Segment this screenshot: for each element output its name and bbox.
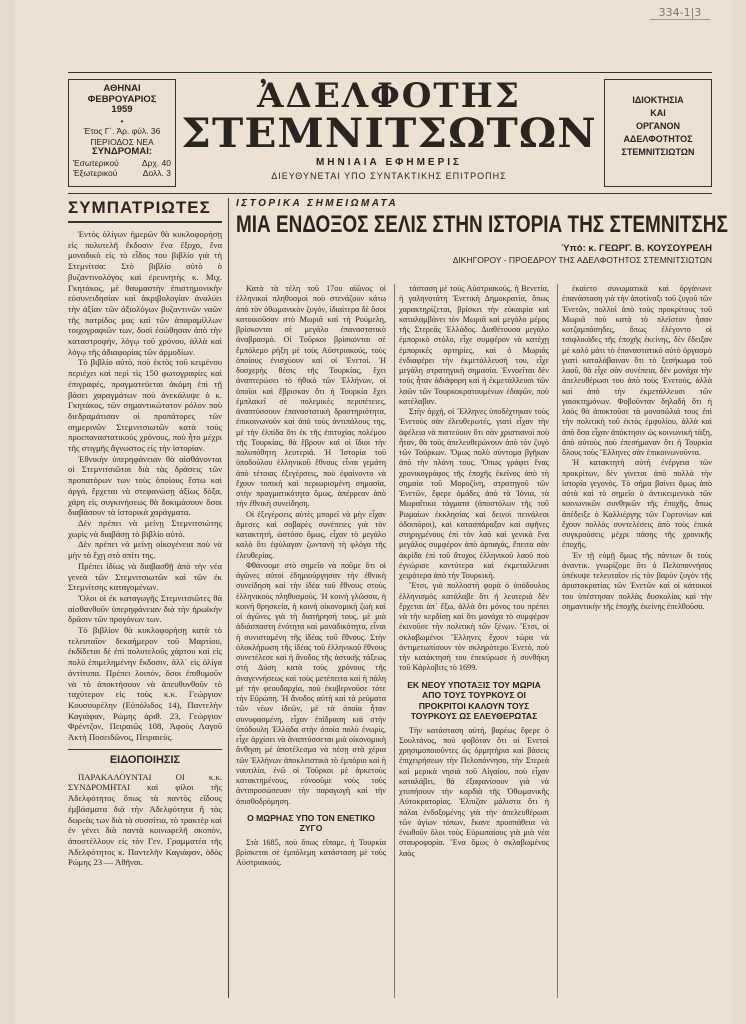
subtitle: ΜΗΝΙΑΙΑ ΕΦΗΜΕΡΙΣ [315, 157, 463, 168]
paragraph: Στὴν ἀρχή, οἱ Ἕλληνες ὑποδέχτηκαν τοὺς Ἐνετοὺς σὰν ἐλευθερωτές, γιατὶ εἶχαν τὴν ἀφέλεια νὰ πιστεύουν ὅτι σὰν χριστιανοὶ ποὺ ἦταν, θὰ τοὺς ἀπελευθερώνουν ἀπὸ τὸν ζυγὸ τῶν Τούρκων. Ὅμως πολὺ σύντομα βγῆκαν ἀπὸ τὴν πλάνη τους. Ὅπως γράφει ἕνας χρονικογράφος τῆς ἐποχῆς ἐκεῖνος ἀπὸ τὴ σημαία τοῦ Μοροζίνη, στρατηγοῦ τῶν Ἐνετῶν, ἔφερε ὁμάδες ἀπὸ τὰ Ἰόνια, τὰ Μωραΐτικα τάγματα (ἀποστόλων τῆς τοῦ Ρωμαίων ἐκκλησίας καὶ δεινοὶ πεινάλεοι ὀδοιπόροι), καὶ κατασπάραξαν καὶ σφῆνες στηριγμένους ἐπὶ τὸν λαὸ καὶ γενικὰ ἕνα μεγάλος συμφέρον ἀπὸ ἁρπαγάς, ἔπειτα σὰν ἀκρίδα ἐπὶ τοῦ ἄτυχος ἑλληνικοῦ λαοῦ ποὺ ἐγνώρισε κοντύτερα καὶ ἐκμεταλλευσι χειρότερα ἀπὸ τὴν Τουρκική. [399, 407, 549, 580]
period: ΠΕΡΙΟΔΟΣ ΝΕΑ [90, 136, 154, 147]
title-line-2: ΣΤΕΜΝΙΤΣΩΤΩΝ [181, 110, 597, 157]
ownership-line-1: ΙΔΙΟΚΤΗΣΙΑ [632, 95, 684, 105]
issue-number: Έτος Γ΄. Άρ. φύλ. 36 [83, 126, 161, 136]
subscriptions-label: ΣΥΝΔΡΟΜΑΙ: [91, 146, 153, 157]
left-column-heading: ΣΥΜΠΑΤΡΙΩΤΕΣ [68, 198, 222, 223]
year: 1959 [111, 104, 133, 115]
issue-info-box [68, 79, 176, 187]
notice-heading: ΕΙΔΟΠΟΙΗΣΙΣ [68, 749, 222, 766]
ownership-line-3: ΟΡΓΑΝΟΝ [636, 121, 680, 131]
paragraph: τάσταση μὲ τοὺς Αὐστριακούς, ἡ Βενετία, ἡ γαληνοτάτη Ἐνετικὴ Δημοκρατία, ὅπως χαρακτηρίζεται, βρίσκει τὴν εὐκαιρία καὶ καταλαμβάνει τὸν Μωριᾶ καὶ μεγάλο μέρος τῆς Στερεᾶς Ἑλλάδος. Διαθέτουσα μεγάλο ἐμπορικὸ στόλο, εἶχε συμφέρον νὰ κατέχῃ ἐμπορικὲς αρτηρίες, καὶ ὁ Μωριᾶς ἐνδιαφέρει τὴν ἐκμετάλλευσή του, εἶχε μεγάλη στρατηγικὴ σημασία. Ἐννοεῖται δὲν τοὺς ἦταν ἀδιάφορη καὶ ἡ ἐκμετάλλευσι τῶν λαῶν τῶν Τουρκοκρατουμένων ἐδαφῶν, ποὺ κατέλαβαν. [399, 284, 549, 406]
month: ΦΕΒΡΟΥΑΡΙΟΣ [87, 93, 157, 105]
paragraph: Ὅλοι οἱ ἐκ καταγωγῆς Στεμνιτσιῶτες θὰ αἰσθανθοῦν ὑπερηφάνειαν διὰ τὴν ἡρωϊκὴν δρᾶσιν τῶν προγόνων των. [68, 592, 222, 625]
title-line-1: ἈΔΕΛΦΟΤΗΣ [257, 76, 521, 116]
byline-name: κ. ΓΕΩΡΓ. Β. ΚΟΥΣΟΥΡΕΛΗ [588, 243, 712, 254]
paragraph: Κατὰ τὰ τέλη τοῦ 17ου αἰῶνος οἱ ἑλληνικοὶ πληθυσμοὶ ποὺ στενάζουν κάτω ἀπὸ τὸν ὀθωμανικὸν ζυγόν, ἰδιαίτερα δὲ ὅσοι κατοικοῦσαν στὸ Μωριᾶ καὶ τὴ Ρούμελη, βρίσκονται σὲ μεγάλο ἐπαναστατικὸ ἀναβρασμό. Οἱ Τοῦρκοι βρίσκονται σὲ ἔμπόλεμο ρήξη μὲ τοὺς Αὐστριακούς, τοὺς ὁποίους ἐνισχύουν καὶ οἱ Ἐνετοί. Ἡ δυσχερὴς θέσις τῆς Τουρκίας, ἔχει ἀναπτερώσει τὸ ἠθικὸ τῶν Ἑλλήνων, οἱ ὁποῖοι καὶ ἔβρισκαν ὅτι ἡ Τουρκία ἔχει ἐμπλακεῖ σὲ πολεμικὲς περιπέτειες, ἀναπτύσσουν ἐπαναστατικὴ δραστηριότητα, ἐπικοινωνοῦν καὶ ἀπὸ τοὺς ἀντιπάλους της, μὲ τὴν ἐλπίδα ὅτι ἐκ τῆς ἐπιτυχίας πολέμου τῆς Τουρκίας, θὰ ἔβρουν καὶ οἱ ἴδιοι τὴν πολυπόθητη λευτεριά. Ἡ Ἱστορία τοῦ ὑποδούλου ἑλληνικοῦ ἔθνους εἶναι γεμάτη ἀπὸ τέτοιας ἐξεγέρσεις, ποὺ ἐφαίνοντο νὰ ἔχουν τοπικὴ καὶ περιωρισμένη σημασία, στὴν πραγματικότητα ὅμως, ἀπέρρεαν ἀπὸ τὴν ἐθνικὴ συνείδηση. [236, 284, 386, 509]
domestic-price: Δρχ. 40 [141, 157, 171, 168]
main-article [236, 198, 728, 998]
paragraph: Πρέπει ἰδίως νὰ διαβασθῇ ἀπὸ τὴν νέα γενεὰ τῶν Στεμνιτσιωτῶν καὶ τῶν ἐκ Στεμνίτσης καταγομένων. [68, 560, 222, 593]
article-column-2 [394, 284, 549, 998]
article-kicker: ΙΣΤΟΡΙΚΑ ΣΗΜΕΙΩΜΑΤΑ [236, 198, 399, 209]
byline-role: ΔΙΚΗΓΟΡΟΥ - ΠΡΟΕΔΡΟΥ ΤΗΣ ΑΔΕΛΦΟΤΗΤΟΣ ΣΤΕΜΝΙΤΣΙΩΤΩΝ [452, 255, 712, 265]
paragraph: Τὸ βιβλίον θὰ κυκλοφορήσῃ κατὰ τὸ τελευταῖον δεκαήμερον τοῦ Μαρτίου, ἐκδίδεται δὲ ἐπὶ πολυτελοῦς χάρτου καὶ εἰς πολὺ ἐπιμελημένην ἔκδοσιν, ἀλλ᾽ εἰς ὀλίγα ἀντίτυπα. Πρέπει λοιπόν, ὅσοι ἐπιθυμοῦν νὰ τὸ ἀποκτήσουν νὰ ἀπευθυνθοῦν τὸ ταχύτερον εἰς τοὺς κ.κ. Γεώργιον Κουσουρέλην (Εὐπόλιδος 14), Παντελὴν Καγιάφαν, Ρώμης ἀριθ. 23, Γεώργιον Φρέντζον, Πειραιῶς 108, Ἀφοὺς Λαγοῦ Ἀκτὴ Ποσειδῶνος, Πειραιεὺς. [68, 625, 222, 743]
foreign-price: Δολλ. 3 [142, 168, 171, 178]
city: ΑΘΗΝΑΙ [103, 83, 141, 94]
paragraph: Φθάνουμε στὸ σημεῖο νὰ ποῦμε ὅτι οἱ ἀγῶνες αὐτοὶ ἐδημιούργησαν τὴν ἐθνικὴ συνείδηση καὶ τὴν ἰδέα τοῦ ἔθνους στοὺς ἑλληνικοὺς πληθυσμούς. Ἡ κοινὴ γλῶσσα, ἡ κοινὴ θρησκεία, ἡ κοινὴ οἰκονομικὴ ζωὴ καὶ οἱ ἀγῶνες γιὰ τὴ διατήρησή τους, μὲ μιὰ ἀδιάσπαστη ἑνότητα καὶ μοναδικότητα, εἶναι ἡ συνισταμένη τῆς ἰδέας τοῦ ἔθνους. Στὴν ὀλοκλήρωση τῆς ἰδέας τοῦ ἑλληνικοῦ ἔθνους συνετέλεσε καὶ ἡ ἄνοδος τῆς ἀστικῆς τάξεως στὴ Δύση κατὰ τοὺς χρόνους τῆς ἀναγεννήσεως καὶ τοὺς μετέπειτα καὶ ἡ πάλη μὲ τὴν φεουδαρχία, ποὺ ἐκυβερνοῦσε τότε τὴν Εὐρώπη. Ἡ ἄνοδος αὐτὴ καὶ τὰ ρεύματα τῶν νέων ἰδεῶν, μὲ τὰ ὁποῖα ἦταν συνυφασμένη, εἶχαν ἐπίδραση καὶ στὴν ὑπόδουλη Ἑλλάδα στὴν ὁποία πολὺ ἐνωρὶς, εἶχε ἀρχίσει νὰ ἀναπτύσσεται μιὰ οἰκονομικὴ ἄνθηση μὲ ἀποτέλεσμα νὰ πέσῃ στὰ χέρια τῶν Ἑλλήνων ἀποκλειστικὰ τὸ ἐμπόριο καὶ ἡ ναυτιλία, ἐνῶ οἱ Τοῦρκοι μὲ ἀρκετοὺς κατακτημένους, εὐνοοῦμε νοὺς τοὺς ἀντιπροσώπευαν τὴν παραγωγὴ καὶ τὴν ὀπισθοδρόμηση. [236, 560, 386, 806]
article-column-1 [236, 284, 386, 998]
ownership-line-5: ΣΤΕΜΝΙΤΣΙΩΤΩΝ [621, 147, 695, 157]
paragraph: ΠΑΡΑΚΑΛΟΥΝΤΑΙ ΟΙ κ.κ. ΣΥΝΔΡΟΜΗΤΑΙ καὶ φίλοι τῆς Ἀδελφότητος ὅπως τὰ παντὸς εἴδους ἐμβάσματα διὰ τὴν Ἀδελφότητα ἢ τὰς δωρεὰς των διὰ τὰ συσσίτια, τὸ τρακτὲρ καὶ ἐν γένει διὰ παντὰ κοινωφελῆ σκοπόν, ἀποστέλλουν εἰς τὸν Γεν. Γραμματέα τῆς Ἀδελφότητος κ. Παντελῆν Καγιάφαν, ὁδὸς Ρώμης 23 — Ἀθῆναι. [68, 771, 222, 868]
paragraph: Ἔτσι, γιὰ πολλοστὴ φορὰ ὁ ὑπόδουλος ἑλληνισμὸς κατάλαβε ὅτι ἡ λευτεριὰ δὲν ἔρχεται ἀπ᾽ ἔξω, ἀλλὰ ὅτι μόνος του πρέπει νὰ τὴν κερδίσῃ καὶ ὅτι μονάχα τὸ συμφέρον ἐκινοῦσε τὴν πολιτικὴ τῶν ξένων. Ἔτσι, οἱ σκλαβωμένοι Ἕλληνες ἔχουν τώρα νὰ ἀντιμετωπίσουν τὸν σκληρότερο Ἐνετό, ποὺ τὴν κατάκτησή του ἐπεκύρωσε ἡ συνθήκη τοῦ Κάρλοβιτς τὸ 1699. [399, 581, 549, 673]
bullet: • [120, 115, 124, 126]
byline [236, 243, 712, 265]
paragraph: Έντὸς ὀλίγων ἡμερῶν θὰ κυκλοφορήσῃ εἰς πολυτελῆ ἔκδοσιν ἕνα ἔξοχο, ἕνα μοναδικὸ εἰς τὸ εἶδος του βιβλίο γιὰ τὴ Στεμνίτσα: Στὸ βιβλίο αὐτὸ ὁ βυζαντινολόγος καὶ ἐρευνητὴς κ. Μιχ. Γκητάκος, μὲ θαυμαστὴν ἐπιστημονικὴν εὐσυνειδησίαν καὶ ἀκριβολογίαν ἀναλύει τὴν ἀξίαν τῶν ἀξιολόγων βυζαντινῶν ναῶν τῆς πατρίδος μας καὶ τῶν ἀπαραμίλλων τοιχογραφιῶν των, δοσὶ ἐσώθησαν ἀπὸ τὴν καταστροφήν, λόγῳ τοῦ χρόνου, ἀλλὰ καὶ λόγῳ τῆς ἀδιαφορίας τῶν ἁρμοδίων. [68, 229, 222, 357]
paragraph: Στὰ 1685, ποὺ ὅπως εἴπαμε, ἡ Τουρκία βρίσκεται σὲ ἐμπόλεμη κατάσταση μὲ τοὺς Αὐστριακούς. [236, 837, 386, 868]
paragraph: Δὲν πρέπει νὰ μείνῃ οἰκογένεια ποὺ νὰ μὴν τὸ ἔχῃ στὸ σπίτι της. [68, 539, 222, 561]
section-subhead: ΕΚ ΝΕΟΥ ΥΠΟΤΑΞΙΣ ΤΟΥ ΜΩΡΙΑ ΑΠΟ ΤΟΥΣ ΤΟΥΡΚΟΥΣ ΟΙ ΠΡΟΚΡΙΤΟΙ ΚΑΛΟΥΝ ΤΟΥΣ ΤΟΥΡΚΟΥΣ ΩΣ ΕΛΕΥΘΕΡΩΤΑΣ [407, 679, 541, 721]
masthead [68, 72, 712, 194]
article-column-3 [557, 284, 712, 998]
ownership-line-4: ΑΔΕΛΦΟΤΗΤΟΣ [623, 134, 693, 144]
section-subhead: Ο ΜΩΡΗΑΣ ΥΠΟ ΤΟΝ ΕΝΕΤΙΚΟ ΖΥΓΟ [247, 812, 375, 834]
article-columns [236, 284, 712, 998]
paragraph: Ἐν τῇ εὐμῇ ὅμως τῆς πάντων δι τοὺς ἀναντικ. γνωρίζομε ὅτι ὁ Πελοποννήσος ὑπέκυψε τελευταῖον εἰς τὸν βαρὺν ζυγὸν τῆς ἀριστοκρατίας τῶν Ἐνετῶν καὶ οἱ κάτοικοί του ὑπέστησαν πολλὰς δυσκολίας καὶ τὴν σημαντικὴν τῆς ἐποχῆς ἐκείνης ἐπελθοῦσα. [562, 550, 712, 611]
paragraph: Δὲν πρέπει νὰ μείνῃ Στεμνιτσιώτης χωρὶς νὰ διαβάσῃ τὸ βιβλίο αὐτό. [68, 517, 222, 539]
catalog-number: 334-1|3 [650, 6, 710, 20]
paragraph: Οἱ ἐξεγέρσεις αὐτὲς μπορεῖ νὰ μὴν εἶχαν ἄμεσες καὶ σοβαρὲς συνέπειες γιὰ τὸν κατακτητή, ὡστόσο ὅμως, εἶχαν τὸ μεγάλο καλὸ ὅτι ἐφύλαγαν ζωντανὴ τὴ φλόγα τῆς ἐλευθερίας. [236, 509, 386, 560]
left-column-body [68, 229, 228, 743]
article-headline: ΜΙΑ ΕΝΔΟΞΟΣ ΣΕΛΙΣ ΣΤΗΝ ΙΣΤΟΡΙΑ ΤΗΣ ΣΤΕΜΝΙΤΣΗΣ [236, 211, 728, 238]
paragraph: ἐκαίετο συνωματικὰ καὶ ὀργάνωνε ἐπανάσταση γιὰ τὴν ἀποτίναξι τοῦ ζυγοῦ τῶν Ἐνετῶν, πολλοὶ ἀπὸ τοὺς προκρίτους τοῦ Μωριᾶ ποὺ κατὰ τὸ πλεῖστον ἦσαν κοτζαμπάσηδες, ὅπως ἐλέγοντο οἱ τσιφλικάδες τῆς ἐποχῆς ἐκείνης, δὲν ἔδειξαν μὲ καλὸ μάτι τὸ ἐπαναστατικὸ αὐτὸ ὀργασμὸ γιατὶ καταλάβαιναν ὅτι τὸ ξεσήκωμα τοῦ λαοῦ, θὰ εἶχε σὰν συνέπεια, δὲν μονάχα τὴν ἀπελευθέρωσι του ἀπὸ τοὺς Ἐνετούς, ἀλλὰ καὶ ἀπὸ τὴν ἐκμετάλλευσι τῶν γαιοκτημόνων. Φοβοῦνταν δηλαδὴ ὅτι ἡ λαὸς θὰ ἀποκτοῦσε τὰ μονοπώλιά τους ἐπὶ τὴν πολιτικὴ τοῦ ἐκτὸς ἐμφυλίου, ἀλλὰ καὶ ἀπὸ ὅσα εἶχαν ἀπόκτησιν ὡς κοινωνικὴ τάξη, ἀπὸ αὐτοὺς ποὺ ἐπεσήμαναν ὅτι ἡ Τουρκία ὅλους τοὺς Ἕλληνες σὰν ἐπικοινωνοῦντα. [562, 284, 712, 457]
paragraph: Τὴν κατάσταση αὐτή, βαρέως ἔφερε ὁ Σουλτάνος, ποὺ φοβόταν ὅτι οἱ Ἐνετοὶ χρησιμοποιοῦντες ὡς ὁρμητήρια καὶ βάσεις ἐπιχειρήσεων τὴν Πελοπόννησο, τὴν Στερεὰ καὶ μερικὰ νησιὰ τοῦ Αἰγαίου, ποὺ εἶχαν καταλάβει, θὰ ἐξαφανίσουν γιὰ νὰ χτυπήσουν τὴν καρδιὰ τῆς Ὀθωμανικῆς Αὐτοκρατορίας. Ἐλπιζαν μάλιστα ὅτι ἡ πάλαι ἐνδοξομένης γιὰ τὴν ἀπελευθέρωσι τῶν ἁγίων τόπων, ἔκανε προσπάθεια νὰ ἐνωθοῦν ὅλοι τοὺς Εὐρωπαίους γιὰ μιὰ νέα σταυροφορία. Ἕνα ὅμως ὁ σκλαβωμένος λαὸς [399, 725, 549, 858]
foreign-label: Έξωτερικού [73, 168, 118, 178]
byline-prefix: Ὑπό: [561, 243, 586, 254]
ownership-line-2: ΚΑΙ [650, 108, 666, 118]
ownership-box [604, 79, 712, 187]
newspaper-page [14, 0, 732, 1024]
newspaper-title-block [181, 73, 597, 193]
paragraph: Τὸ βιβλίο αὐτὸ, ποὺ ἐκτὸς τοῦ κειμένου περιέχει καὶ περὶ τὶς 150 φωτογραφίες καὶ ἐπιγραφές, πραγματεύεται ἀκόμη ἐπὶ τῇ βάσει χαραγμάτων ποὺ ἀνεκάλυψε ὁ κ. Γκητάκος, τῶν σημαντικώτατον ρόλον ποὺ διεδραμάτισαν οἱ προπάτορες τῶν σημερινῶν Στεμνιτσιωτῶν κατὰ τοὺς προεπαναστατικοὺς χρόνους, ποὺ ἦτο μέχρι τῆς στιγμῆς ἄγνωστος εἰς τὴν ἱστορίαν. [68, 357, 222, 454]
left-column [68, 198, 229, 998]
paragraph: Ἐθνικὴν ὑπερηφάνειαν θὰ αἰσθάνονται οἱ Στεμνιτσιῶται διὰ τὰς δράσεις τῶν προπατόρων των τοὺς ὁποίους ἔστω καὶ ἀργά, ἔρχεται νὰ στεφανώσῃ ἀξίως δόξα, χάρη εἰς συγκινήσεως θὰ δοκιμάσουν ὅσοι διαβάσουν τὰ ἱστορικὰ χαράγματα. [68, 453, 222, 518]
byline-name-line [236, 243, 712, 254]
domestic-label: Έσωτερικού [73, 157, 119, 168]
domestic-price-row [69, 158, 175, 169]
paragraph: Ἡ κατακτητὴ αὐτὴ ἐνέργεια τῶν προκρίτων, δὲν γίνεται ἀπὸ πολλὰ τὴν ἱστορία γεγονὸς. Τὸ σήμα βαίνει ὅμως ἀπὸ αὐτὰ καὶ τὸ σημεῖο ὁ ἀντικειμενικὰ τῶν κοινωνικῶν συνθηκῶν τῆς ἐποχῆς, ὅπως ἀπέδειξε ὁ Καλλιέργης τῶν Γορτυνίων καὶ ἔχουν πολλὰς συντελέσεις ἀπὸ τοὺς ἐπικὰ συγκρούσεις μέχρι πάσης τῆς χρονικῆς ἐποχῆς. [562, 458, 712, 550]
editorial-note: ΔΙΕΥΘΥΝΕΤΑΙ ΥΠΟ ΣΥΝΤΑΚΤΙΚΗΣ ΕΠΙΤΡΟΠΗΣ [271, 171, 507, 181]
foreign-price-row [69, 168, 175, 179]
notice-text [68, 772, 228, 868]
